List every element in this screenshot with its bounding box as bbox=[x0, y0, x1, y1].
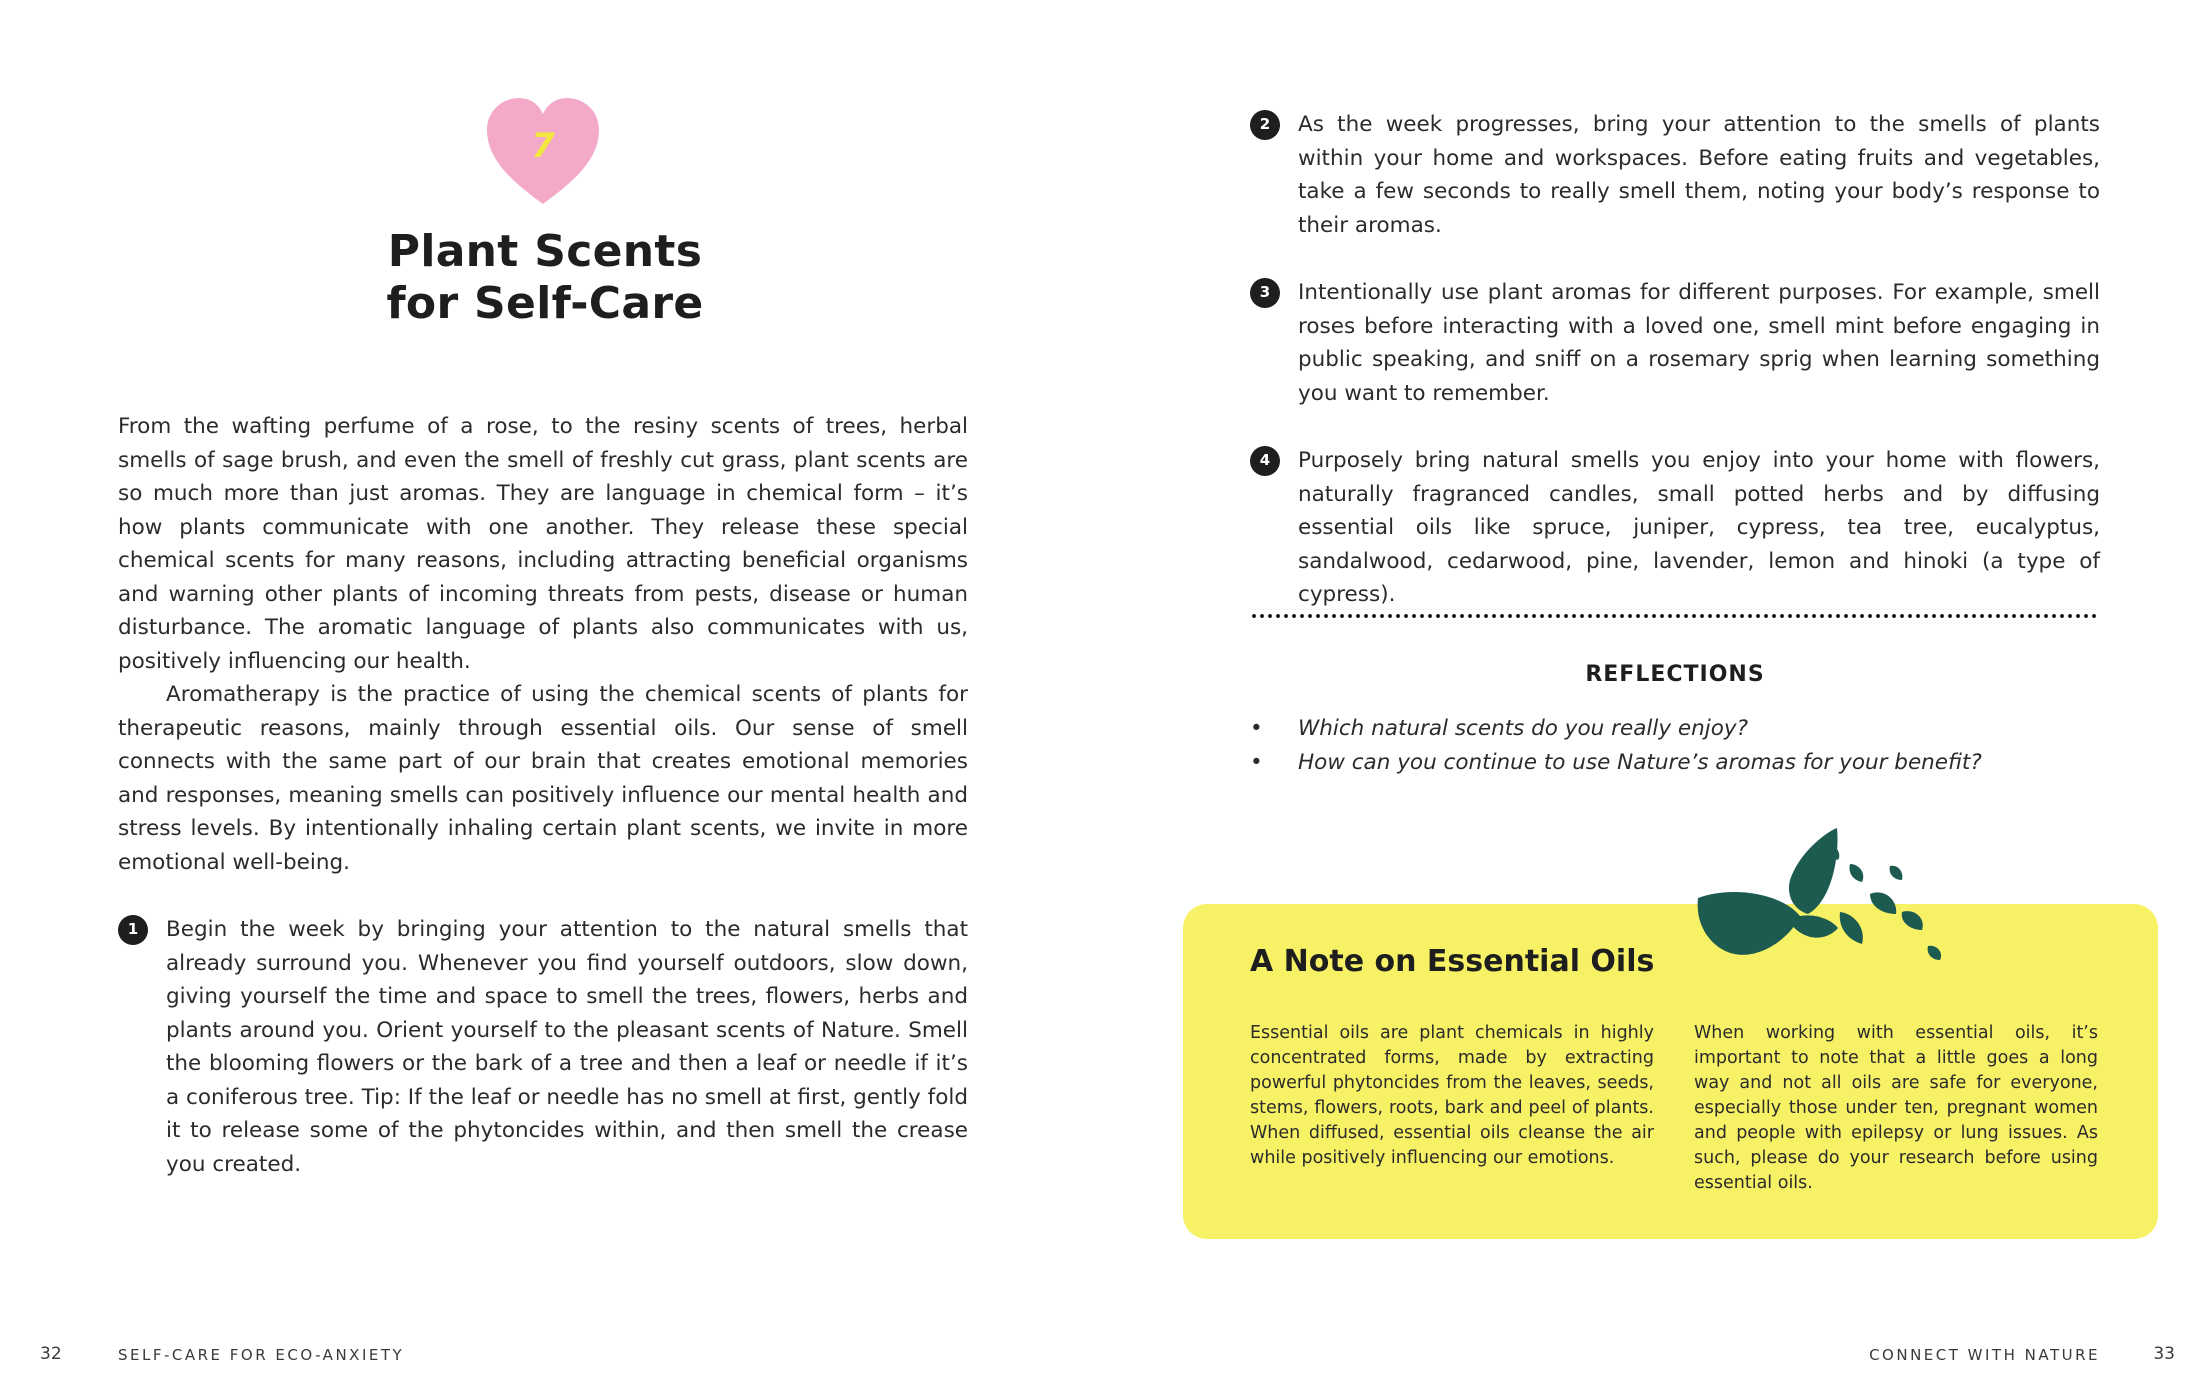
list-item bbox=[1250, 712, 2100, 746]
step-4 bbox=[1250, 444, 2100, 612]
essential-oils-note-box bbox=[1183, 904, 2158, 1239]
reflections-heading: REFLECTIONS bbox=[1585, 662, 1765, 687]
title-line-2: for Self-Care bbox=[386, 278, 704, 329]
chapter-number: 7 bbox=[531, 126, 555, 166]
intro-text bbox=[118, 410, 968, 879]
intro-paragraph-1: From the wafting perfume of a rose, to the resiny scents of trees, herbal smells of sage brush, and even the smell of freshly cut grass, plant scents are so much more than just aromas. They are language in chemical form – it’s how plants communicate with one another. They release these special chemical scents for many reasons, including attracting beneficial organisms and warning other plants of incoming threats from pests, disease or human disturbance. The aromatic language of plants also communicates with us, positively influencing our health. bbox=[118, 414, 968, 674]
right-running-head: CONNECT WITH NATURE bbox=[1869, 1346, 2100, 1364]
reflection-text: How can you continue to use Nature’s aromas for your benefit? bbox=[1298, 750, 1982, 775]
list-item bbox=[1250, 746, 2100, 780]
note-column-1: Essential oils are plant chemicals in highly concentrated forms, made by extracting powerful phytoncides from the leaves, seeds, stems, flowers, roots, bark and peel of plants. When diffused, essential oils cleanse the air while positively influencing our emotions. bbox=[1250, 1023, 1654, 1168]
bullet-icon: • bbox=[1250, 716, 1263, 741]
step-number-badge: 2 bbox=[1250, 110, 1280, 140]
note-title: A Note on Essential Oils bbox=[1250, 944, 1655, 979]
step-3 bbox=[1250, 276, 2100, 410]
step-2 bbox=[1250, 108, 2100, 242]
note-column-2: When working with essential oils, it’s important to note that a little goes a long way and not all oils are safe for everyone, especially those under ten, pregnant women and people with epilepsy or lung issues. As such, please do your research before using essential oils. bbox=[1694, 1023, 2098, 1193]
dotted-divider bbox=[1250, 613, 2100, 619]
left-running-head: SELF-CARE FOR ECO-ANXIETY bbox=[118, 1346, 405, 1364]
right-page-number: 33 bbox=[2153, 1344, 2175, 1364]
reflection-text: Which natural scents do you really enjoy? bbox=[1298, 716, 1748, 741]
left-page-number: 32 bbox=[40, 1344, 62, 1364]
step-text: Purposely bring natural smells you enjoy into your home with flowers, naturally fragranced candles, small potted herbs and by diffusing essential oils like spruce, juniper, cypress, tea tree, eucalyptus, sandalwood, cedarwood, pine, lavender, lemon and hinoki (a type of cypress). bbox=[1298, 448, 2100, 607]
page-title bbox=[300, 226, 790, 330]
bullet-icon: • bbox=[1250, 750, 1263, 775]
title-line-1: Plant Scents bbox=[387, 226, 703, 277]
step-text: As the week progresses, bring your attention to the smells of plants within your home and workspaces. Before eating fruits and vegetables, take a few seconds to really smell them, noting your body’s response to their aromas. bbox=[1298, 112, 2100, 238]
leaves-icon bbox=[1690, 820, 1990, 980]
step-text: Intentionally use plant aromas for different purposes. For example, smell roses before interacting with a loved one, smell mint before engaging in public speaking, and sniff on a rosemary sprig when learning something you want to remember. bbox=[1298, 280, 2100, 406]
step-1 bbox=[118, 913, 968, 1181]
step-text: Begin the week by bringing your attention to the natural smells that already surround you. Whenever you find yourself outdoors, slow down, giving yourself the time and space to smell the trees, flowers, herbs and plants around you. Orient yourself to the pleasant scents of Nature. Smell the blooming flowers or the bark of a tree and then a leaf or needle if it’s a coniferous tree. Tip: If the leaf or needle has no smell at first, gently fold it to release some of the phytoncides within, and then smell the crease you created. bbox=[166, 917, 968, 1177]
intro-paragraph-2: Aromatherapy is the practice of using the chemical scents of plants for therapeutic reasons, mainly through essential oils. Our sense of smell connects with the same part of our brain that creates emotional memories and responses, meaning smells can positively influence our mental health and stress levels. By intentionally inhaling certain plant scents, we invite in more emotional well-being. bbox=[118, 682, 968, 875]
step-number-badge: 4 bbox=[1250, 446, 1280, 476]
reflections-list bbox=[1250, 712, 2100, 780]
leaves-illustration bbox=[1690, 820, 1990, 980]
chapter-heart bbox=[483, 96, 603, 208]
step-number-badge: 1 bbox=[118, 915, 148, 945]
step-number-badge: 3 bbox=[1250, 278, 1280, 308]
